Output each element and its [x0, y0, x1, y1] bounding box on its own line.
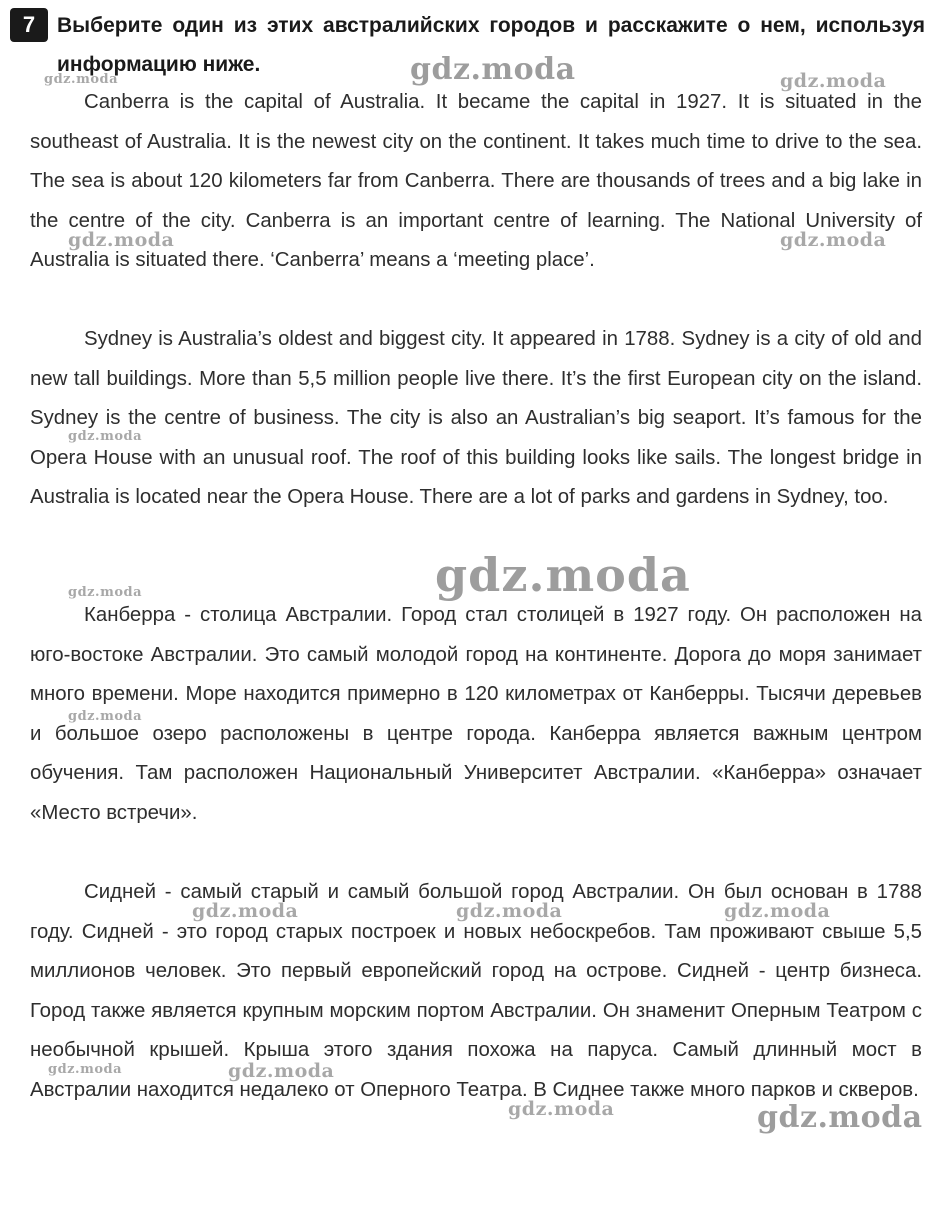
task-header [10, 6, 925, 84]
watermark: gdz.moda [228, 1060, 335, 1082]
paragraph-sydney-en: Sydney is Australia’s oldest and biggest city. It appeared in 1788. Sydney is a city of old and new tall buildings. More than 5,5 million people live there. It’s the first European city on the island. Sydney is the centre of business. The city is also an Australian’s big seaport. It’s famous for the Opera House with an unusual roof. The roof of this building looks like sails. The longest bridge in Australia is located near the Opera House. There are a lot of parks and gardens in Sydney, too. [30, 328, 922, 509]
watermark: gdz.moda [68, 585, 143, 600]
paragraph-canberra-ru: Канберра - столица Австралии. Город стал столицей в 1927 году. Он расположен на юго-востоке Австралии. Это самый молодой город на континенте. Дорога до моря занимает много времени. Море находится примерно в 120 километрах от Канберры. Тысячи деревьев и большое озеро расположены в центре города. Канберра является важным центром обучения. Там расположен Национальный Университет Австралии. «Канберра» означает «Место встречи». [30, 604, 922, 824]
task-number-badge: 7 [10, 8, 48, 42]
watermark: gdz.moda [435, 548, 691, 602]
watermark: gdz.moda [780, 70, 887, 92]
watermark: gdz.moda [757, 1100, 923, 1135]
watermark: gdz.moda [456, 900, 563, 922]
watermark: gdz.moda [44, 72, 119, 87]
watermark: gdz.moda [68, 429, 143, 444]
watermark: gdz.moda [724, 900, 831, 922]
task-title: Выберите один из этих австралийских городов и расскажите о нем, используя информацию ниже. [57, 14, 925, 76]
watermark: gdz.moda [48, 1062, 123, 1077]
watermark: gdz.moda [780, 229, 887, 251]
paragraph-canberra-en: Canberra is the capital of Australia. It became the capital in 1927. It is situated in the southeast of Australia. It is the newest city on the continent. It takes much time to drive to the sea. The sea is about 120 kilometers far from Canberra. There are thousands of trees and a big lake in the centre of the city. Canberra is an important centre of learning. The National University of Australia is situated there. ‘Canberra’ means a ‘meeting place’. [30, 91, 922, 272]
paragraph-sydney-ru: Сидней - самый старый и самый большой город Австралии. Он был основан в 1788 году. Сидней - это город старых построек и новых небоскребов. Там проживают свыше 5,5 миллионов человек. Это первый европейский город на острове. Сидней - центр бизнеса. Город также является крупным морским портом Австралии. Он знаменит Оперным Театром с необычной крышей. Крыша этого здания похожа на паруса. Самый длинный мост в Австралии находится недалеко от Оперного Театра. В Сиднее также много парков и скверов. [30, 881, 922, 1101]
watermark: gdz.moda [410, 52, 576, 87]
watermark: gdz.moda [68, 229, 175, 251]
watermark: gdz.moda [508, 1098, 615, 1120]
watermark: gdz.moda [192, 900, 299, 922]
watermark: gdz.moda [68, 709, 143, 724]
